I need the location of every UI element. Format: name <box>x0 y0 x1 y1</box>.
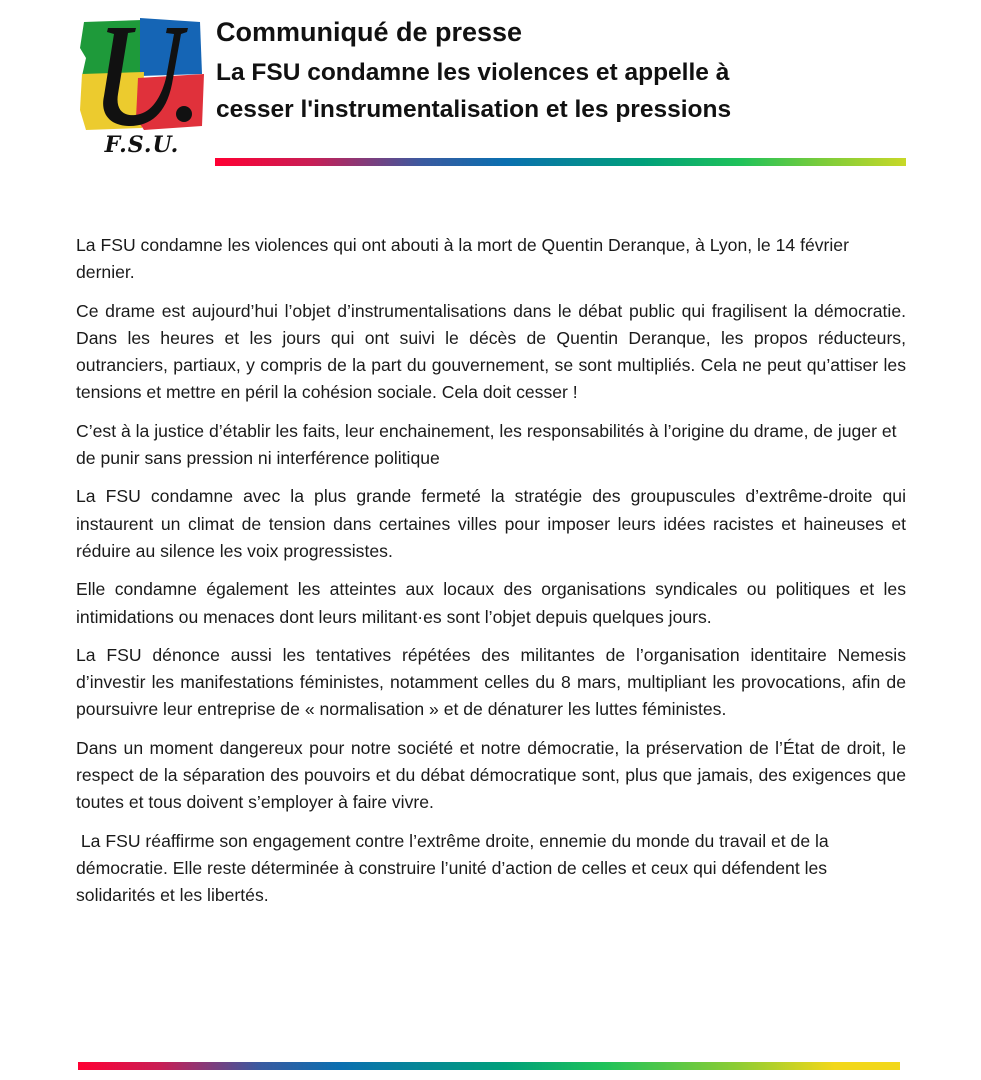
paragraph-1: La FSU condamne les violences qui ont abouti à la mort de Quentin Deranque, à Lyon, le 14 février dernier. <box>76 235 849 283</box>
paragraph-6: La FSU dénonce aussi les tentatives répétées des militantes de l’organisation identitaire Nemesis d’investir les manifestations féministes, notamment celles du 8 mars, multipliant les provocations, afin de poursuivre leur entreprise de « normalisation » et de dénaturer les luttes féministes. <box>76 644 906 720</box>
paragraph-8: La FSU réaffirme son engagement contre l’extrême droite, ennemie du monde du travail et de la démocratie. Elle reste déterminée à construire l’unité d’action de celles et ceux qui défendent les solidarités et les libertés. <box>76 830 834 906</box>
fsu-logo <box>78 14 206 164</box>
fsu-logo-icon <box>78 14 206 132</box>
paragraph-2: Ce drame est aujourd’hui l’objet d’instrumentalisations dans le débat public qui fragilisent la démocratie. Dans les heures et les jours qui ont suivi le décès de Quentin Deranque, les propos réducteurs, outranciers, partiaux, y compris de la part du gouvernement, se sont multipliés. Cela ne peut qu’attiser les tensions et mettre en péril la cohésion sociale. Cela doit cesser ! <box>76 300 906 403</box>
paragraph-3: C’est à la justice d’établir les faits, leur enchainement, les responsabilités à l’origine du drame, de juger et de punir sans pression ni interférence politique <box>76 420 897 469</box>
headline <box>216 54 916 128</box>
logo-caption: F.S.U. <box>104 132 180 158</box>
paragraph-7: Dans un moment dangereux pour notre société et notre démocratie, la préservation de l’État de droit, le respect de la séparation des pouvoirs et du débat démocratique sont, plus que jamais, des exigences que toutes et tous doivent s’employer à faire vivre. <box>76 737 906 813</box>
headline-line-2: cesser l'instrumentalisation et les pressions <box>216 96 732 123</box>
document-header <box>216 14 916 128</box>
footer-gradient-divider <box>78 1062 900 1070</box>
headline-line-1: La FSU condamne les violences et appelle à <box>216 59 730 86</box>
kicker-title: Communiqué de presse <box>216 17 523 47</box>
paragraph-5: Elle condamne également les atteintes aux locaux des organisations syndicales ou politiques et les intimidations ou menaces dont leurs militant·es sont l’objet depuis quelques jours. <box>76 579 906 627</box>
header-gradient-divider <box>215 158 906 166</box>
press-release-body <box>76 232 906 921</box>
paragraph-4: La FSU condamne avec la plus grande fermeté la stratégie des groupuscules d’extrême-droite qui instaurent un climat de tension dans certaines villes pour imposer leurs idées racistes et haineuses et réduire au silence les voix progressistes. <box>76 486 906 561</box>
